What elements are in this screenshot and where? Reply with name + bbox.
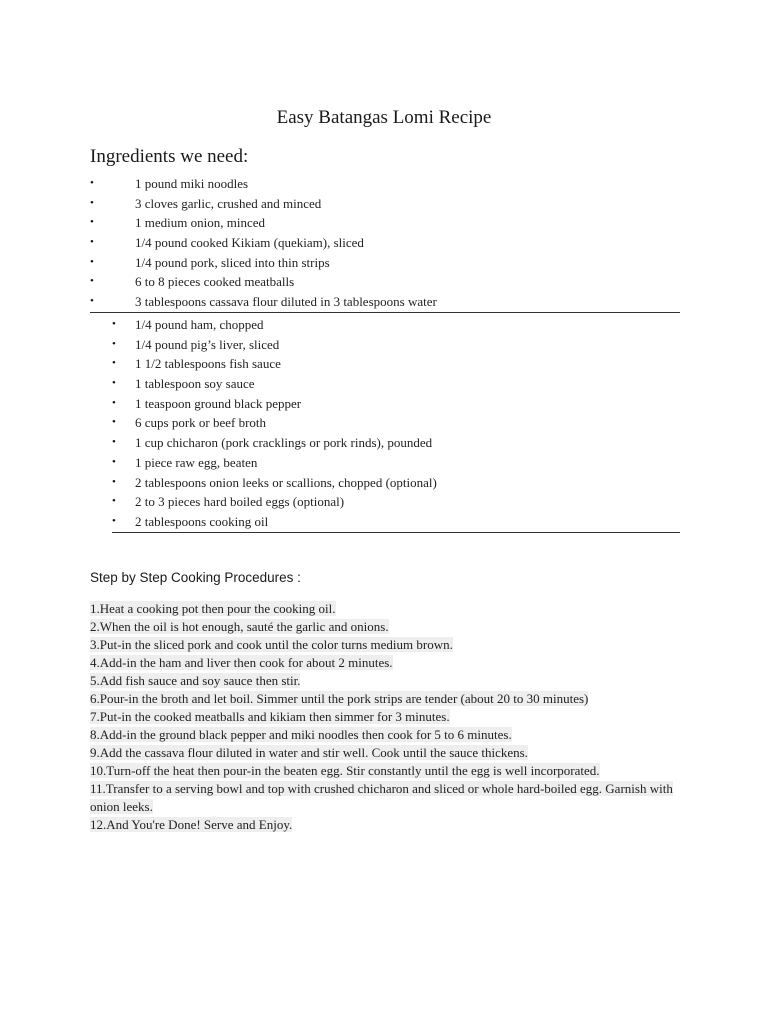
list-item <box>112 374 680 394</box>
ingredient-text: 1/4 pound cooked Kikiam (quekiam), sliced <box>135 235 364 251</box>
list-item <box>112 315 680 335</box>
procedure-step <box>90 780 680 816</box>
procedure-step <box>90 690 680 708</box>
divider <box>112 532 680 533</box>
ingredient-text: 6 cups pork or beef broth <box>135 415 267 431</box>
list-item <box>112 433 680 453</box>
bullet-icon: • <box>112 514 116 527</box>
ingredient-text: 3 tablespoons cassava flour diluted in 3 tablespoons water <box>135 294 437 310</box>
procedure-step <box>90 744 680 762</box>
bullet-icon: • <box>112 337 116 350</box>
ingredient-text: 1 tablespoon soy sauce <box>135 376 255 392</box>
procedure-step <box>90 816 680 834</box>
list-item <box>90 233 680 253</box>
procedure-step <box>90 618 680 636</box>
list-item <box>112 492 680 512</box>
step-text: 3.Put-in the sliced pork and cook until the color turns medium brown. <box>90 637 453 652</box>
procedure-step <box>90 672 680 690</box>
procedure-step <box>90 654 680 672</box>
ingredient-text: 1 piece raw egg, beaten <box>135 454 258 470</box>
bullet-icon: • <box>112 416 116 429</box>
list-item <box>112 354 680 374</box>
list-item <box>112 512 680 532</box>
procedure-step <box>90 762 680 780</box>
list-item <box>90 272 680 292</box>
ingredient-text: 2 tablespoons onion leeks or scallions, chopped (optional) <box>135 474 437 490</box>
ingredient-text: 2 tablespoons cooking oil <box>135 513 269 529</box>
step-text: 4.Add-in the ham and liver then cook for about 2 minutes. <box>90 655 393 670</box>
list-item <box>112 394 680 414</box>
bullet-icon: • <box>90 177 94 189</box>
procedure-step <box>90 708 680 726</box>
bullet-icon: • <box>90 216 94 229</box>
step-text: 1.Heat a cooking pot then pour the cooking oil. <box>90 601 336 616</box>
ingredient-text: 1/4 pound pork, sliced into thin strips <box>135 254 330 270</box>
procedure-steps <box>90 600 680 834</box>
step-text: 8.Add-in the ground black pepper and miki noodles then cook for 5 to 6 minutes. <box>90 727 512 742</box>
procedure-step <box>90 600 680 618</box>
bullet-icon: • <box>112 475 116 488</box>
ingredient-text: 6 to 8 pieces cooked meatballs <box>135 274 295 290</box>
ingredient-text: 1/4 pound ham, chopped <box>135 317 264 332</box>
step-text: 2.When the oil is hot enough, sauté the garlic and onions. <box>90 619 389 634</box>
ingredient-text: 1 pound miki noodles <box>135 176 249 191</box>
ingredient-text: 1/4 pound pig’s liver, sliced <box>135 336 280 352</box>
bullet-icon: • <box>90 236 94 249</box>
bullet-icon: • <box>112 495 116 508</box>
step-text: 9.Add the cassava flour diluted in water and stir well. Cook until the sauce thickens. <box>90 745 528 760</box>
ingredients-list-a <box>90 174 680 312</box>
procedure-step <box>90 636 680 654</box>
ingredients-heading: Ingredients we need: <box>90 146 249 167</box>
bullet-icon: • <box>90 275 94 288</box>
step-text: 10.Turn-off the heat then pour-in the beaten egg. Stir constantly until the egg is well incorporated. <box>90 763 600 778</box>
step-text: 5.Add fish sauce and soy sauce then stir. <box>90 673 301 688</box>
step-text: 7.Put-in the cooked meatballs and kikiam then simmer for 3 minutes. <box>90 709 450 724</box>
procedure-step <box>90 726 680 744</box>
bullet-icon: • <box>112 318 116 330</box>
page-title: Easy Batangas Lomi Recipe <box>276 107 492 128</box>
list-item <box>112 473 680 493</box>
ingredients-list-b <box>112 315 680 532</box>
list-item <box>90 174 680 194</box>
ingredient-text: 3 cloves garlic, crushed and minced <box>135 195 322 211</box>
list-item <box>90 253 680 273</box>
ingredient-text: 2 to 3 pieces hard boiled eggs (optional) <box>135 494 345 510</box>
list-item <box>90 194 680 214</box>
list-item <box>112 413 680 433</box>
bullet-icon: • <box>112 396 116 409</box>
divider <box>90 312 680 313</box>
ingredient-text: 1 teaspoon ground black pepper <box>135 395 302 411</box>
bullet-icon: • <box>90 196 94 209</box>
list-item <box>90 213 680 233</box>
ingredient-text: 1 1/2 tablespoons fish sauce <box>135 356 281 372</box>
bullet-icon: • <box>112 377 116 390</box>
step-text: 12.And You're Done! Serve and Enjoy. <box>90 817 293 832</box>
step-text: 6.Pour-in the broth and let boil. Simmer until the pork strips are tender (about 20 to 30 minutes) <box>90 691 589 706</box>
list-item <box>90 292 680 312</box>
bullet-icon: • <box>90 295 94 308</box>
bullet-icon: • <box>112 455 116 468</box>
ingredient-text: 1 cup chicharon (pork cracklings or pork rinds), pounded <box>135 435 433 451</box>
bullet-icon: • <box>112 357 116 370</box>
bullet-icon: • <box>90 255 94 268</box>
bullet-icon: • <box>112 436 116 449</box>
list-item <box>112 453 680 473</box>
procedures-heading: Step by Step Cooking Procedures : <box>90 570 301 585</box>
ingredient-text: 1 medium onion, minced <box>135 215 265 231</box>
list-item <box>112 335 680 355</box>
step-text: 11.Transfer to a serving bowl and top with crushed chicharon and sliced or whole hard-boiled egg. Garnish with onion leeks. <box>90 781 673 814</box>
